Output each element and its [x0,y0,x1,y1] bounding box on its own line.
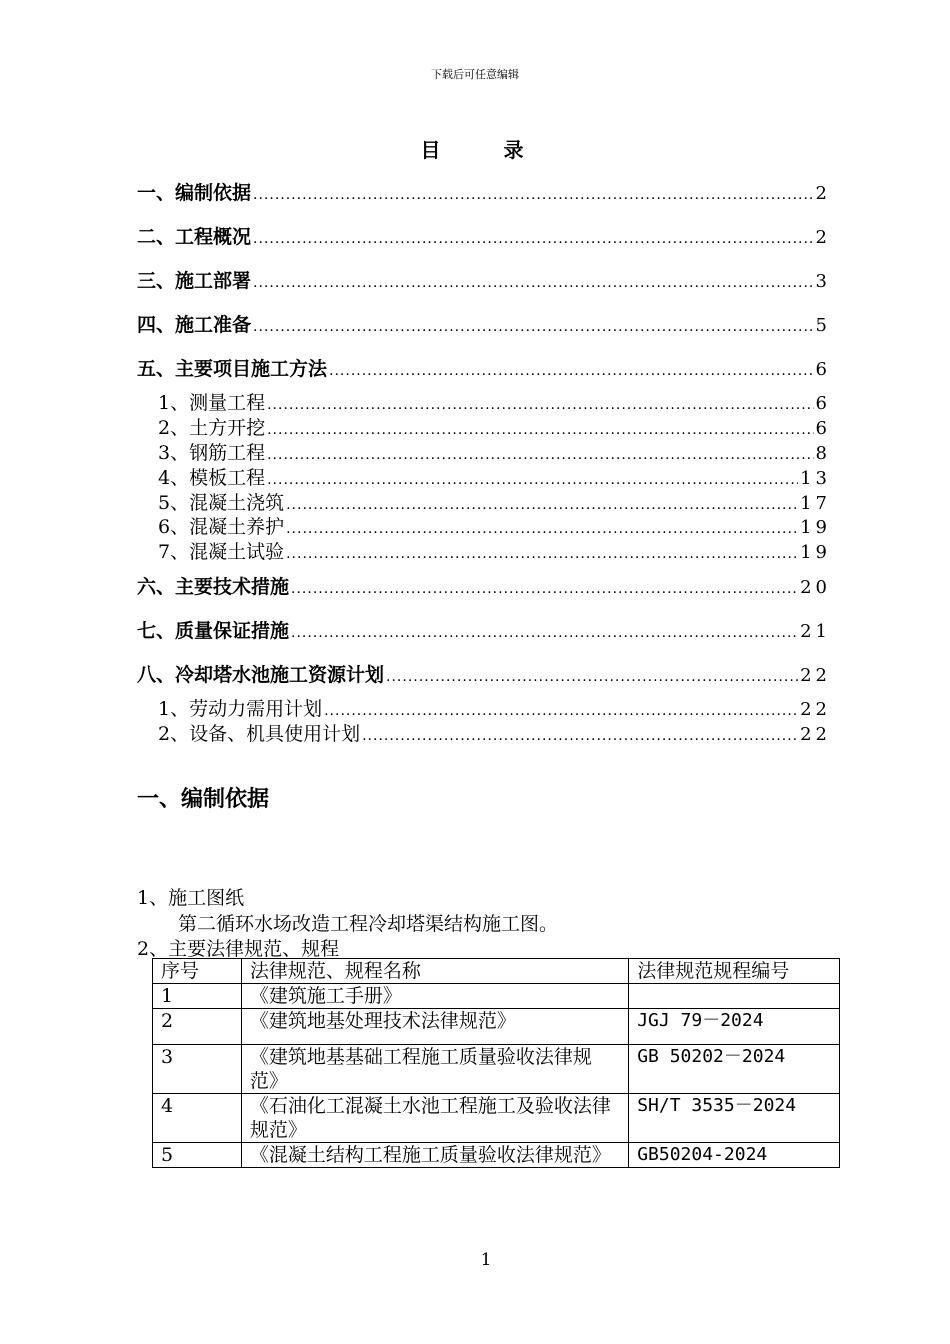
toc-leader-dots [267,397,813,413]
toc-entry-page: 21 [800,621,831,642]
toc-leader-dots [253,187,814,203]
toc-entry-page: 20 [800,577,831,598]
table-cell: 1 [153,984,242,1009]
toc-entry[interactable] [137,572,831,599]
toc-entry-page: 22 [800,699,831,720]
toc-entry[interactable] [137,222,831,249]
toc-entry[interactable] [137,310,831,337]
toc-subentry[interactable] [158,438,831,465]
toc-entry-label: 四、施工准备 [137,314,252,336]
toc-title: 目 录 [420,138,552,162]
toc-entry-label: 6、混凝土养护 [158,516,285,538]
table-cell: JGJ 79－2024 [629,1009,840,1045]
toc-subentry[interactable] [158,463,831,490]
table-row [153,1094,840,1143]
toc-entry-label: 六、主要技术措施 [137,576,290,598]
toc-entry[interactable] [137,178,831,205]
toc-leader-dots [324,703,798,719]
table-cell: 《建筑地基基础工程施工质量验收法律规范》 [241,1045,628,1094]
item1-title: 1、施工图纸 [137,887,245,909]
table-row [153,1143,840,1168]
table-cell: 2 [153,1009,242,1045]
toc-entry-label: 五、主要项目施工方法 [137,358,328,380]
toc-entry-page: 6 [815,393,831,414]
toc-entry-page: 2 [815,183,831,204]
toc-leader-dots [286,546,798,562]
toc-entry[interactable] [137,616,831,643]
table-cell: GB50204-2024 [629,1143,840,1168]
table-row [153,984,840,1009]
toc-entry-label: 一、编制依据 [137,182,252,204]
toc-entry-page: 19 [800,517,831,538]
toc-entry[interactable] [137,266,831,293]
toc-subentry[interactable] [158,694,831,721]
toc-leader-dots [329,363,814,379]
toc-entry-label: 7、混凝土试验 [158,541,285,563]
table-cell: SH/T 3535－2024 [629,1094,840,1143]
toc-leader-dots [286,521,798,537]
toc-leader-dots [253,231,814,247]
toc-leader-dots [267,422,813,438]
toc-leader-dots [291,625,798,641]
table-cell: 《建筑施工手册》 [241,984,628,1009]
toc-entry-page: 17 [800,493,831,514]
table-cell: 《混凝土结构工程施工质量验收法律规范》 [241,1143,628,1168]
toc-entry-page: 22 [800,724,831,745]
toc-entry-label: 七、质量保证措施 [137,620,290,642]
toc-entry-page: 6 [815,359,831,380]
toc-entry-page: 3 [815,271,831,292]
toc-entry-label: 4、模板工程 [158,467,266,489]
table-cell: 3 [153,1045,242,1094]
toc-entry-page: 5 [815,315,831,336]
toc-subentry[interactable] [158,413,831,440]
section-heading: 一、编制依据 [137,787,270,812]
toc-entry-label: 三、施工部署 [137,270,252,292]
table-cell: GB 50202－2024 [629,1045,840,1094]
table-row [153,1045,840,1094]
toc-leader-dots [253,275,814,291]
table-cell [629,984,840,1009]
toc-entry-label: 二、工程概况 [137,226,252,248]
toc-entry-label: 2、土方开挖 [158,417,266,439]
toc-leader-dots [362,728,798,744]
toc-entry-page: 19 [800,542,831,563]
toc-entry-label: 3、钢筋工程 [158,442,266,464]
toc-entry-label: 八、冷却塔水池施工资源计划 [137,664,385,686]
toc-subentry[interactable] [158,488,831,515]
toc-entry-page: 22 [800,665,831,686]
item2-title: 2、主要法律规范、规程 [137,938,340,960]
toc-leader-dots [267,472,798,488]
toc-leader-dots [267,447,813,463]
toc-subentry[interactable] [158,537,831,564]
toc-entry-page: 13 [800,468,831,489]
table-cell: 《石油化工混凝土水池工程施工及验收法律规范》 [241,1094,628,1143]
toc-entry-page: 6 [815,418,831,439]
toc-entry[interactable] [137,660,831,687]
page-number: 1 [480,1250,492,1270]
toc-leader-dots [286,497,798,513]
table-header-row [153,959,840,984]
item1-text: 第二循环水场改造工程冷却塔渠结构施工图。 [178,913,559,935]
toc-entry-page: 2 [815,227,831,248]
table-cell: 4 [153,1094,242,1143]
table-row [153,1009,840,1045]
toc-subentry[interactable] [158,512,831,539]
toc-subentry[interactable] [158,719,831,746]
toc-leader-dots [386,669,798,685]
page-header: 下载后可任意编辑 [431,68,519,81]
toc-entry-label: 5、混凝土浇筑 [158,492,285,514]
table-header-cell: 法律规范规程编号 [629,959,840,984]
toc-entry[interactable] [137,354,831,381]
table-cell: 5 [153,1143,242,1168]
toc-entry-label: 1、劳动力需用计划 [158,698,323,720]
toc-entry-page: 8 [815,443,831,464]
toc-entry-label: 2、设备、机具使用计划 [158,723,361,745]
toc-subentry[interactable] [158,388,831,415]
toc-leader-dots [253,319,814,335]
toc-leader-dots [291,581,798,597]
toc-entry-label: 1、测量工程 [158,392,266,414]
table-header-cell: 法律规范、规程名称 [241,959,628,984]
table-cell: 《建筑地基处理技术法律规范》 [241,1009,628,1045]
table-header-cell: 序号 [153,959,242,984]
laws-table [152,958,840,1168]
